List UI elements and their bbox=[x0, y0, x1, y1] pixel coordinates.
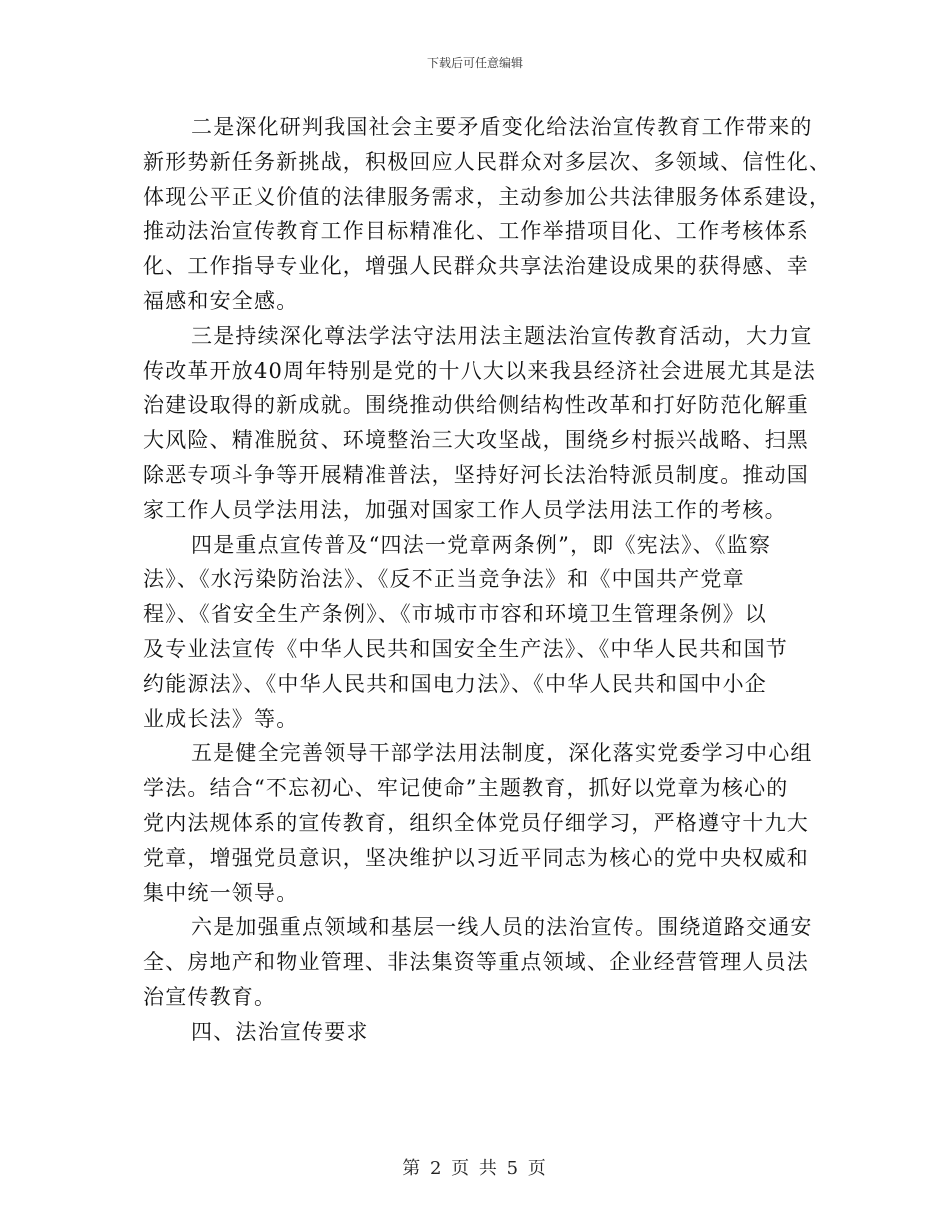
paragraph-4-line-1: 四是重点宣传普及“四法一党章两条例”，即《宪法》、《监察 bbox=[191, 532, 772, 557]
section-heading: 四、法治宣传要求 bbox=[191, 1019, 369, 1044]
paragraph-2-line-2: 新形势新任务新挑战，积极回应人民群众对多层次、多领域、信性化、 bbox=[143, 149, 832, 174]
paragraph-3-line-2: 传改革开放40周年特别是党的十八大以来我县经济社会进展尤其是法 bbox=[143, 358, 816, 383]
paragraph-3-line-4: 大风险、精准脱贫、环境整治三大攻坚战，围绕乡村振兴战略、扫黑 bbox=[143, 428, 809, 453]
paragraph-5-line-3: 党内法规体系的宣传教育，组织全体党员仔细学习，严格遵守十九大 bbox=[143, 810, 809, 835]
paragraph-4-line-5: 约能源法》、《中华人民共和国电力法》、《中华人民共和国中小企 bbox=[143, 671, 767, 696]
paragraph-5-line-1: 五是健全完善领导干部学法用法制度，深化落实党委学习中心组 bbox=[191, 741, 813, 766]
paragraph-2-line-6: 福感和安全感。 bbox=[143, 288, 299, 313]
paragraph-5-line-4: 党章，增强党员意识，坚决维护以习近平同志为核心的党中央权威和 bbox=[143, 845, 809, 870]
paragraph-3-line-1: 三是持续深化尊法学法守法用法主题法治宣传教育活动，大力宣 bbox=[191, 323, 813, 348]
paragraph-4-line-6: 业成长法》等。 bbox=[143, 706, 299, 731]
document-body bbox=[143, 110, 832, 1050]
paragraph-2-line-5: 化、工作指导专业化，增强人民群众共享法治建设成果的获得感、幸 bbox=[143, 254, 809, 279]
paragraph-4-line-2: 法》、《水污染防治法》、《反不正当竞争法》和《中国共产党章 bbox=[143, 567, 745, 592]
paragraph-4-line-3: 程》、《省安全生产条例》、《市城市市容和环境卫生管理条例》以 bbox=[143, 602, 767, 627]
paragraph-5-line-2: 学法。结合“不忘初心、牢记使命”主题教育，抓好以党章为核心的 bbox=[143, 776, 789, 801]
paragraph-4-line-4: 及专业法宣传《中华人民共和国安全生产法》、《中华人民共和国节 bbox=[143, 636, 788, 661]
paragraph-2-line-1: 二是深化研判我国社会主要矛盾变化给法治宣传教育工作带来的 bbox=[191, 115, 813, 139]
page-number-footer: 第 2 页 共 5 页 bbox=[402, 1158, 548, 1179]
paragraph-2-line-3: 体现公平正义价值的法律服务需求，主动参加公共法律服务体系建设， bbox=[143, 184, 832, 209]
paragraph-3-line-5: 除恶专项斗争等开展精准普法，坚持好河长法治特派员制度。推动国 bbox=[143, 462, 809, 487]
paragraph-6-line-3: 治宣传教育。 bbox=[143, 984, 277, 1009]
paragraph-6-line-2: 全、房地产和物业管理、非法集资等重点领域、企业经营管理人员法 bbox=[143, 950, 809, 975]
paragraph-5-line-5: 集中统一领导。 bbox=[143, 880, 299, 905]
paragraph-3-line-3: 治建设取得的新成就。围绕推动供给侧结构性改革和打好防范化解重 bbox=[143, 393, 809, 418]
page-header-note: 下载后可任意编辑 bbox=[426, 56, 523, 70]
paragraph-6-line-1: 六是加强重点领域和基层一线人员的法治宣传。围绕道路交通安 bbox=[191, 915, 813, 940]
paragraph-2-line-4: 推动法治宣传教育工作目标精准化、工作举措项目化、工作考核体系 bbox=[143, 219, 809, 244]
paragraph-3-line-6: 家工作人员学法用法，加强对国家工作人员学法用法工作的考核。 bbox=[143, 497, 787, 522]
